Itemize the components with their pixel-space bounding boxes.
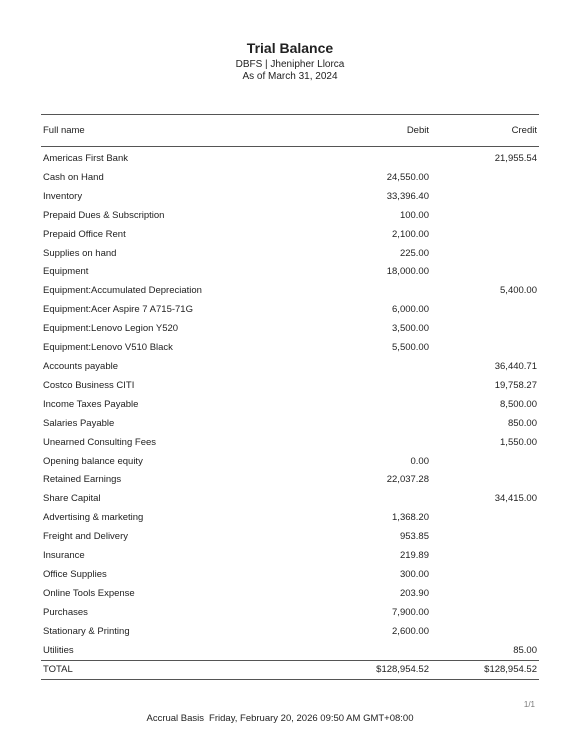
credit-amount: 5,400.00 xyxy=(500,285,537,297)
debit-amount xyxy=(331,434,431,453)
account-name: Opening balance equity xyxy=(43,455,143,467)
credit-amount xyxy=(431,547,539,566)
debit-amount xyxy=(331,642,431,661)
credit-amount: 1,550.00 xyxy=(500,436,537,448)
debit-amount: 203.90 xyxy=(399,587,429,599)
table-row xyxy=(41,339,539,358)
account-name: Online Tools Expense xyxy=(43,587,135,599)
table-row xyxy=(41,150,539,169)
table-header-row xyxy=(41,115,539,147)
account-name: Equipment:Acer Aspire 7 A715-71G xyxy=(43,304,193,316)
credit-amount: 34,415.00 xyxy=(494,493,537,505)
debit-amount xyxy=(331,490,431,509)
account-name: Insurance xyxy=(43,550,85,562)
account-name: Purchases xyxy=(43,606,88,618)
credit-amount xyxy=(431,471,539,490)
credit-amount: 19,758.27 xyxy=(494,379,537,391)
account-name: Inventory xyxy=(43,190,83,202)
debit-amount: 24,550.00 xyxy=(386,171,429,183)
table-row xyxy=(41,547,539,566)
account-name: Prepaid Office Rent xyxy=(43,228,126,240)
debit-amount xyxy=(331,282,431,301)
table-row xyxy=(41,188,539,207)
account-name: Americas First Bank xyxy=(43,153,128,164)
report-subtitle: DBFS | Jhenipher Llorca xyxy=(235,59,345,70)
account-name: Unearned Consulting Fees xyxy=(43,436,157,448)
debit-amount: 22,037.28 xyxy=(386,474,429,486)
total-row xyxy=(41,661,539,680)
credit-amount xyxy=(431,566,539,585)
total-label: TOTAL xyxy=(43,664,73,676)
account-name: Equipment:Accumulated Depreciation xyxy=(43,285,202,297)
credit-amount: 850.00 xyxy=(507,417,537,429)
debit-amount: 953.85 xyxy=(399,531,429,543)
account-name: Accounts payable xyxy=(43,360,118,372)
account-name: Prepaid Dues & Subscription xyxy=(43,209,165,221)
report-footer xyxy=(0,713,560,724)
account-name: Salaries Payable xyxy=(43,417,115,429)
total-debit: $128,954.52 xyxy=(376,664,429,676)
report-date: As of March 31, 2024 xyxy=(242,71,338,82)
report-header xyxy=(0,40,580,83)
account-name: Office Supplies xyxy=(43,568,107,580)
account-name: Equipment:Lenovo Legion Y520 xyxy=(43,323,179,335)
report-timestamp: Friday, February 20, 2026 09:50 AM GMT+08:00 xyxy=(209,713,414,724)
account-name: Equipment xyxy=(43,266,89,278)
account-name: Share Capital xyxy=(43,493,101,505)
table-row xyxy=(41,566,539,585)
debit-amount xyxy=(331,150,431,169)
table-row xyxy=(41,604,539,623)
credit-amount xyxy=(431,301,539,320)
credit-amount xyxy=(431,207,539,226)
account-name: Supplies on hand xyxy=(43,247,117,259)
credit-amount xyxy=(431,320,539,339)
table-row xyxy=(41,282,539,301)
account-name: Income Taxes Payable xyxy=(43,398,139,410)
credit-amount: 85.00 xyxy=(513,644,537,656)
credit-amount xyxy=(431,169,539,188)
debit-amount: 1,368.20 xyxy=(392,512,429,524)
table-row xyxy=(41,320,539,339)
trial-balance-table xyxy=(41,114,539,680)
credit-amount xyxy=(431,188,539,207)
table-row xyxy=(41,245,539,264)
debit-amount: 0.00 xyxy=(410,455,429,467)
account-name: Stationary & Printing xyxy=(43,625,130,637)
debit-amount: 100.00 xyxy=(399,209,429,221)
account-name: Equipment:Lenovo V510 Black xyxy=(43,342,173,354)
credit-amount xyxy=(431,339,539,358)
credit-amount: 21,955.54 xyxy=(494,153,537,164)
debit-amount xyxy=(331,415,431,434)
table-row xyxy=(41,585,539,604)
table-body xyxy=(41,150,539,680)
debit-amount: 2,100.00 xyxy=(392,228,429,240)
table-row xyxy=(41,301,539,320)
debit-amount xyxy=(331,396,431,415)
table-row xyxy=(41,642,539,661)
table-row xyxy=(41,623,539,642)
table-row xyxy=(41,263,539,282)
credit-amount xyxy=(431,453,539,472)
accounting-basis: Accrual Basis xyxy=(146,713,205,724)
credit-amount xyxy=(431,623,539,642)
account-name: Advertising & marketing xyxy=(43,512,144,524)
debit-amount: 300.00 xyxy=(399,568,429,580)
table-row xyxy=(41,453,539,472)
table-row xyxy=(41,358,539,377)
column-header-full-name: Full name xyxy=(43,125,85,136)
credit-amount xyxy=(431,509,539,528)
table-row xyxy=(41,169,539,188)
column-header-debit: Debit xyxy=(406,125,429,136)
debit-amount: 2,600.00 xyxy=(392,625,429,637)
table-row xyxy=(41,226,539,245)
account-name: Utilities xyxy=(43,644,74,656)
table-row xyxy=(41,207,539,226)
account-name: Costco Business CITI xyxy=(43,379,135,391)
table-row xyxy=(41,509,539,528)
table-row xyxy=(41,528,539,547)
debit-amount: 33,396.40 xyxy=(386,190,429,202)
credit-amount xyxy=(431,604,539,623)
debit-amount: 18,000.00 xyxy=(386,266,429,278)
total-credit: $128,954.52 xyxy=(484,664,537,676)
credit-amount: 8,500.00 xyxy=(500,398,537,410)
debit-amount: 3,500.00 xyxy=(392,323,429,335)
column-header-credit: Credit xyxy=(511,125,537,136)
account-name: Freight and Delivery xyxy=(43,531,129,543)
credit-amount xyxy=(431,528,539,547)
table-row xyxy=(41,434,539,453)
table-row xyxy=(41,471,539,490)
debit-amount: 225.00 xyxy=(399,247,429,259)
debit-amount: 5,500.00 xyxy=(392,342,429,354)
report-title: Trial Balance xyxy=(246,40,334,56)
debit-amount: 219.89 xyxy=(399,550,429,562)
table-row xyxy=(41,415,539,434)
debit-amount xyxy=(331,377,431,396)
credit-amount xyxy=(431,585,539,604)
table-row xyxy=(41,490,539,509)
table-row xyxy=(41,396,539,415)
credit-amount xyxy=(431,263,539,282)
debit-amount xyxy=(331,358,431,377)
debit-amount: 6,000.00 xyxy=(392,304,429,316)
credit-amount xyxy=(431,226,539,245)
account-name: Cash on Hand xyxy=(43,171,104,183)
credit-amount xyxy=(431,245,539,264)
table-row xyxy=(41,377,539,396)
credit-amount: 36,440.71 xyxy=(494,360,537,372)
account-name: Retained Earnings xyxy=(43,474,122,486)
page-number: 1/1 xyxy=(523,700,535,709)
debit-amount: 7,900.00 xyxy=(392,606,429,618)
